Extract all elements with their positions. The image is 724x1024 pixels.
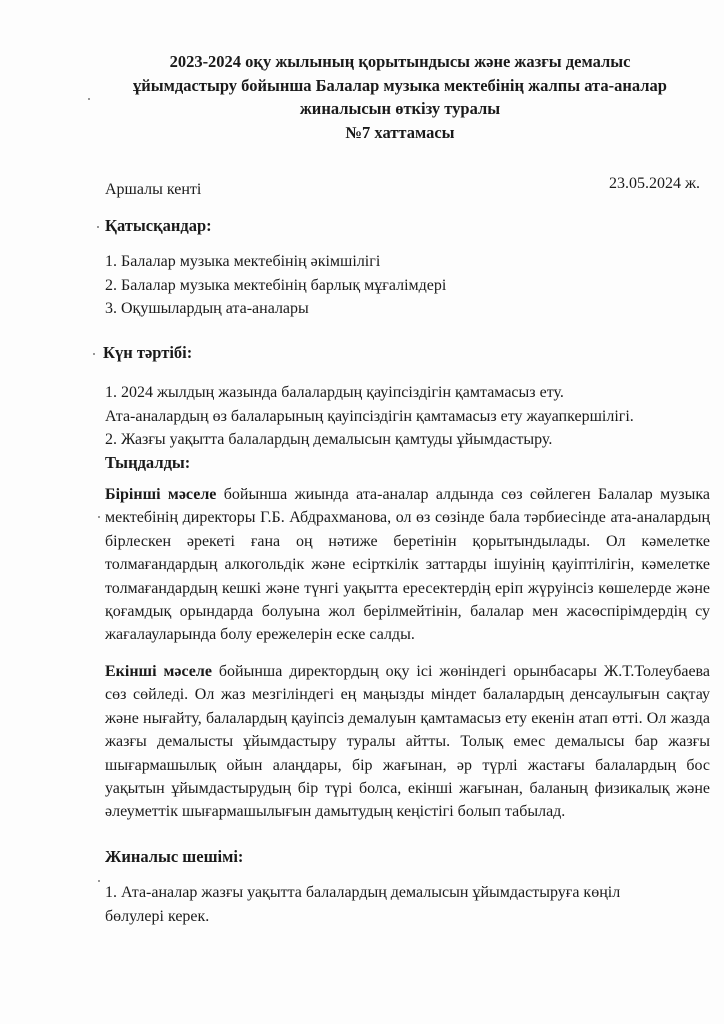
title-line: ұйымдастыру бойынша Балалар музыка мектебінің жалпы ата-аналар	[133, 75, 667, 95]
list-item: 2. Жазғы уақытта балалардың демалысын қамтуды ұйымдастыру.	[105, 431, 553, 448]
scan-speck	[93, 353, 95, 355]
list-item: 1. Балалар музыка мектебінің әкімшілігі	[105, 253, 381, 270]
title-line: 2023-2024 оқу жылының қорытындысы және жазғы демалыс	[169, 52, 631, 71]
first-issue-lead: Бірінші мәселе	[105, 486, 217, 503]
place-label: Аршалы кенті	[105, 181, 202, 198]
first-issue-paragraph	[105, 483, 710, 647]
decision-heading: Жиналыс шешімі:	[105, 847, 244, 866]
document-title	[100, 50, 700, 144]
participants-heading: Қатысқандар:	[105, 216, 212, 235]
second-issue-text: бойынша директордың оқу ісі жөніндегі орынбасары Ж.Т.Толеубаева сөз сөйледі. Ол жаз мезгіліндегі ең маңызды міндет балалардың денсаулығын сақтау және нығайту, балалардың қауіпсіз демалуын қамтамасыз ету екенін атап өтті. Ол жазда жазғы демалысты ұйымдастыру туралы айтты. Толық емес демалысы бар жазғы шығармашылық ойын алаңдары, бір жағынан, әр түрлі жастағы балалардың бос уақытын ұйымдастырудың бір түрі болса, екінші жағынан, баланың физикалық және әлеуметтік шығармашылығын дамытудың кеңістігі болып табылад.	[105, 663, 710, 821]
list-item: 1. Ата-аналар жазғы уақытта балалардың демалысын ұйымдастыруға көңіл бөлулері керек.	[105, 884, 621, 925]
protocol-number: №7 хаттамасы	[345, 122, 455, 142]
agenda-heading: Күн тәртібі:	[103, 343, 193, 362]
second-issue-lead: Екінші мәселе	[105, 663, 212, 680]
scan-speck	[98, 880, 100, 882]
second-issue-paragraph	[105, 660, 710, 824]
agenda-list	[105, 381, 634, 452]
document-date: 23.05.2024 ж.	[608, 175, 700, 192]
participants-list	[105, 250, 446, 321]
list-item: 3. Оқушылардың ата-аналары	[105, 300, 309, 317]
title-line: жиналысын өткізу туралы	[299, 99, 501, 118]
first-issue-text: бойынша жиында ата-аналар алдында сөз сөйлеген Балалар музыка мектебінің директоры Г.Б. Абдрахманова, ол өз сөзінде бала тәрбиесінде ата-аналардың бірлескен әрекеті ғана оң нәтиже беретінін қорытындылады. Ол кәмелетке толмағандардың алкогольдік және есірткілік заттарды ішуінің қауіптілігін, кәмелетке толмағандардың кешкі және түнгі уақытта ересектердің еріп жүруінсіз көшелерде және қоғамдық орындарда болуына жол берілмейтінін, балалар мен жасөспірімдердің су жағалауларында болу ережелерін еске салды.	[105, 486, 711, 644]
list-item: 2. Балалар музыка мектебінің барлық мұғалімдері	[105, 276, 447, 294]
decision-list	[105, 881, 665, 928]
scan-speck	[98, 516, 100, 518]
list-item: 1. 2024 жылдың жазында балалардың қауіпсіздігін қамтамасыз ету.	[105, 384, 564, 401]
heard-heading: Тыңдалды:	[105, 453, 191, 472]
list-item: Ата-аналардың өз балаларының қауіпсіздігін қамтамасыз ету жауапкершілігі.	[105, 407, 634, 425]
scan-speck	[97, 226, 99, 228]
scan-speck	[88, 98, 90, 100]
